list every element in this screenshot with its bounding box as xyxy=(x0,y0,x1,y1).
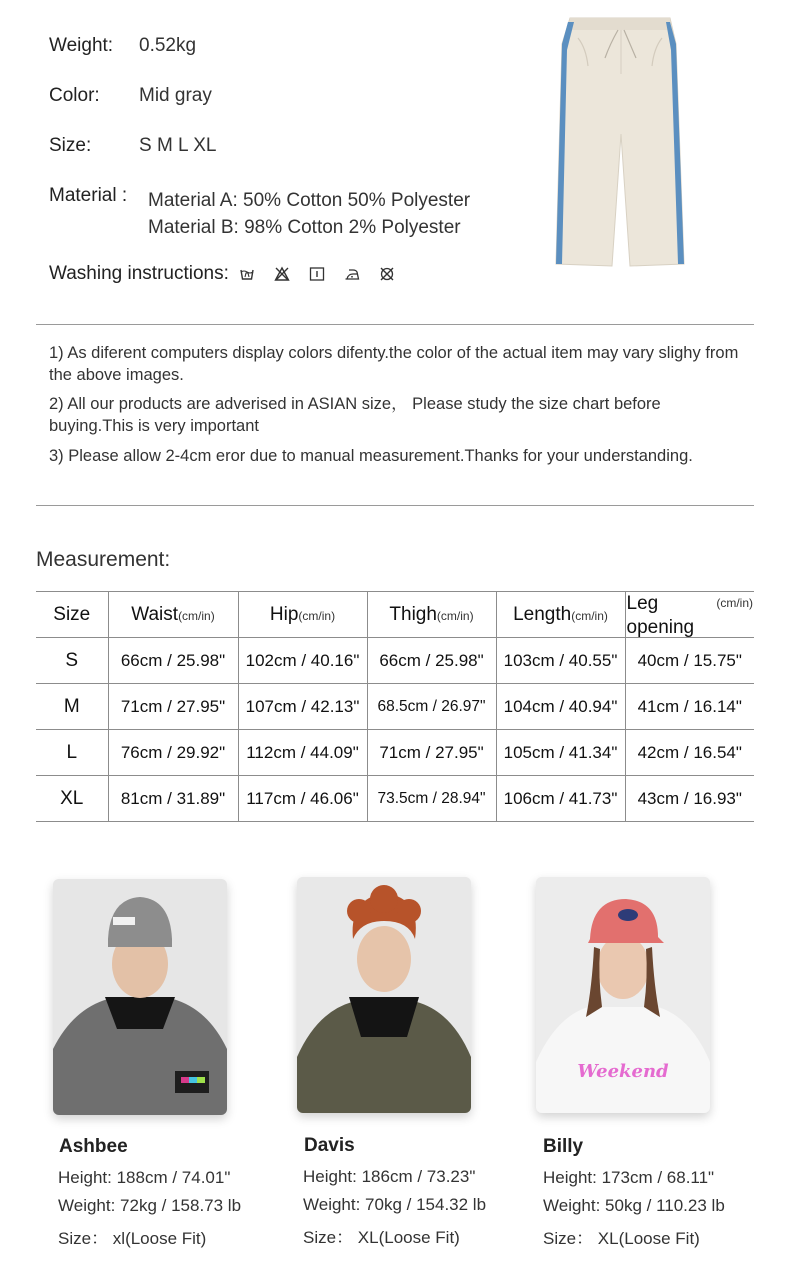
product-image-pants xyxy=(550,14,692,269)
cell-hip: 117cm / 46.06" xyxy=(238,776,367,822)
size-label: Size: xyxy=(49,135,92,156)
cell-leg-opening: 43cm / 16.93" xyxy=(625,776,754,822)
cell-length: 103cm / 40.55" xyxy=(496,638,625,684)
table-row xyxy=(36,776,754,822)
table-header-row xyxy=(36,592,754,638)
model-height-ashbee: Height: 188cm / 74.01" xyxy=(58,1168,231,1187)
iron-low-icon xyxy=(344,266,360,282)
material-a: Material A: 50% Cotton 50% Polyester xyxy=(148,190,471,211)
model-size-davis: Size： XL(Loose Fit) xyxy=(303,1228,460,1247)
model-photo-davis xyxy=(297,877,471,1113)
material-label: Material : xyxy=(49,185,128,206)
weight-label: Weight: xyxy=(49,35,114,56)
divider-bottom xyxy=(36,505,754,506)
table-row xyxy=(36,730,754,776)
cell-leg-opening: 42cm / 16.54" xyxy=(625,730,754,776)
header-leg-opening: Leg opening (cm/in) xyxy=(626,593,753,638)
header-waist: Waist(cm/in) xyxy=(108,592,238,638)
cell-waist: 76cm / 29.92" xyxy=(108,730,238,776)
measurement-title: Measurement: xyxy=(36,548,171,571)
header-length: Length(cm/in) xyxy=(496,592,625,638)
header-size: Size xyxy=(36,592,108,638)
cell-length: 104cm / 40.94" xyxy=(496,684,625,730)
cell-thigh: 66cm / 25.98" xyxy=(367,638,496,684)
model-height-billy: Height: 173cm / 68.11" xyxy=(543,1168,715,1187)
cell-hip: 102cm / 40.16" xyxy=(238,638,367,684)
table-row xyxy=(36,638,754,684)
washing-instructions xyxy=(49,262,414,286)
cell-size: S xyxy=(36,638,108,684)
note-1: 1) As diferent computers display colors difenty.the color of the actual item may vary slighy from the above images. xyxy=(49,344,739,384)
do-not-dry-clean-icon xyxy=(379,266,395,282)
model-name-davis: Davis xyxy=(304,1135,355,1156)
hand-wash-icon xyxy=(239,266,255,282)
cell-thigh: 73.5cm / 28.94" xyxy=(367,776,496,822)
size-value: S M L XL xyxy=(139,135,217,156)
cell-waist: 66cm / 25.98" xyxy=(108,638,238,684)
model-height-davis: Height: 186cm / 73.23" xyxy=(303,1167,476,1186)
cell-waist: 71cm / 27.95" xyxy=(108,684,238,730)
model-weight-davis: Weight: 70kg / 154.32 lb xyxy=(303,1195,487,1214)
cell-size: L xyxy=(36,730,108,776)
tumble-dry-icon xyxy=(309,266,325,282)
model-weight-billy: Weight: 50kg / 110.23 lb xyxy=(543,1196,725,1215)
model-photo-ashbee xyxy=(53,879,227,1115)
color-label: Color: xyxy=(49,85,100,106)
color-value: Mid gray xyxy=(139,85,212,106)
cell-size: XL xyxy=(36,776,108,822)
header-thigh: Thigh(cm/in) xyxy=(367,592,496,638)
do-not-bleach-icon xyxy=(274,266,290,282)
cell-hip: 112cm / 44.09" xyxy=(238,730,367,776)
model-size-billy: Size： XL(Loose Fit) xyxy=(543,1229,700,1248)
cell-waist: 81cm / 31.89" xyxy=(108,776,238,822)
note-2: 2) All our products are adverised in ASIAN size， Please study the size chart before buying.This is very important xyxy=(49,395,661,435)
model-name-billy: Billy xyxy=(543,1136,584,1157)
model-photo-billy xyxy=(536,877,710,1113)
table-row xyxy=(36,684,754,730)
cell-leg-opening: 41cm / 16.14" xyxy=(625,684,754,730)
model-name-ashbee: Ashbee xyxy=(59,1136,128,1157)
material-b: Material B: 98% Cotton 2% Polyester xyxy=(148,217,461,238)
model-weight-ashbee: Weight: 72kg / 158.73 lb xyxy=(58,1196,242,1215)
cell-size: M xyxy=(36,684,108,730)
cell-length: 105cm / 41.34" xyxy=(496,730,625,776)
model-size-ashbee: Size： xl(Loose Fit) xyxy=(58,1229,207,1248)
cell-thigh: 71cm / 27.95" xyxy=(367,730,496,776)
cell-leg-opening: 40cm / 15.75" xyxy=(625,638,754,684)
cell-length: 106cm / 41.73" xyxy=(496,776,625,822)
svg-text:Weekend: Weekend xyxy=(577,1061,669,1082)
divider-top xyxy=(36,324,754,325)
header-hip: Hip(cm/in) xyxy=(238,592,367,638)
cell-hip: 107cm / 42.13" xyxy=(238,684,367,730)
note-3: 3) Please allow 2-4cm eror due to manual measurement.Thanks for your understanding. xyxy=(49,447,693,465)
cell-thigh: 68.5cm / 26.97" xyxy=(367,684,496,730)
washing-label: Washing instructions: xyxy=(49,263,229,284)
weight-value: 0.52kg xyxy=(139,35,197,56)
size-chart-table xyxy=(36,591,754,822)
